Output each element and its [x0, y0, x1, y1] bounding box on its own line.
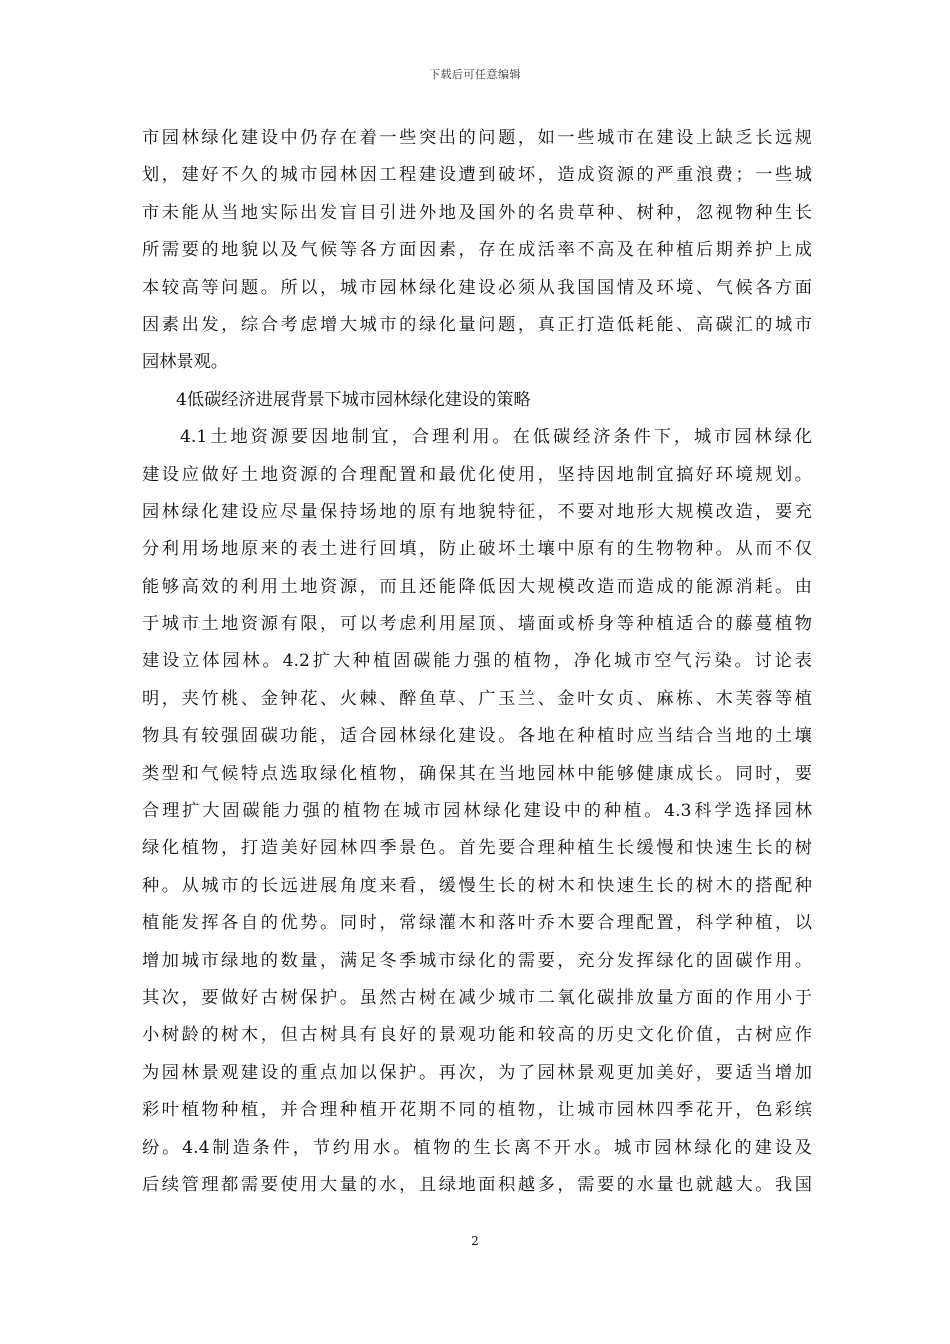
text-line: 市未能从当地实际出发盲目引进外地及国外的名贵草种、树种，忽视物种生长 — [142, 202, 812, 223]
text-line: 植能发挥各自的优势。同时，常绿灌木和落叶乔木要合理配置，科学种植，以 — [142, 913, 812, 934]
text-line: 建设立体园林。4.2扩大种植固碳能力强的植物，净化城市空气污染。讨论表 — [142, 651, 812, 672]
text-line: 明，夹竹桃、金钟花、火棘、醉鱼草、广玉兰、金叶女贞、麻栋、木芙蓉等植 — [142, 688, 812, 709]
text-line: 4.1土地资源要因地制宜，合理利用。在低碳经济条件下，城市园林绿化 — [180, 427, 812, 448]
text-line: 纷。4.4制造条件，节约用水。植物的生长离不开水。城市园林绿化的建设及 — [142, 1137, 812, 1158]
text-line: 合理扩大固碳能力强的植物在城市园林绿化建设中的种植。4.3科学选择园林 — [142, 801, 812, 822]
page-header: 下载后可任意编辑 — [429, 68, 521, 81]
text-line: 于城市土地资源有限，可以考虑利用屋顶、墙面或桥身等种植适合的藤蔓植物 — [142, 614, 812, 635]
text-line: 园林景观。 — [142, 352, 228, 373]
text-line: 能够高效的利用土地资源，而且还能降低因大规模改造而造成的能源消耗。由 — [142, 576, 812, 597]
text-line: 为园林景观建设的重点加以保护。再次，为了园林景观更加美好，要适当增加 — [142, 1062, 812, 1083]
text-line: 建设应做好土地资源的合理配置和最优化使用，坚持因地制宜搞好环境规划。 — [142, 464, 812, 485]
text-line: 园林绿化建设应尽量保持场地的原有地貌特征，不要对地形大规模改造，要充 — [142, 501, 812, 522]
text-line: 彩叶植物种植，并合理种植开花期不同的植物，让城市园林四季花开，色彩缤 — [142, 1100, 812, 1121]
section-heading: 4低碳经济进展背景下城市园林绿化建设的策略 — [176, 389, 531, 410]
document-body — [142, 120, 812, 1204]
text-line: 增加城市绿地的数量，满足冬季城市绿化的需要，充分发挥绿化的固碳作用。 — [142, 950, 812, 971]
text-line: 绿化植物，打造美好园林四季景色。首先要合理种植生长缓慢和快速生长的树 — [142, 838, 812, 859]
text-line: 后续管理都需要使用大量的水，且绿地面积越多，需要的水量也就越大。我国 — [142, 1174, 812, 1195]
text-line: 划，建好不久的城市园林因工程建设遭到破坏，造成资源的严重浪费；一些城 — [142, 165, 812, 186]
text-line: 本较高等问题。所以，城市园林绿化建设必须从我国国情及环境、气候各方面 — [142, 277, 812, 298]
text-line: 市园林绿化建设中仍存在着一些突出的问题，如一些城市在建设上缺乏长远规 — [142, 128, 812, 148]
text-line: 分利用场地原来的表土进行回填，防止破坏土壤中原有的生物物种。从而不仅 — [142, 539, 812, 560]
text-line: 其次，要做好古树保护。虽然古树在减少城市二氧化碳排放量方面的作用小于 — [142, 987, 812, 1008]
text-line: 小树龄的树木，但古树具有良好的景观功能和较高的历史文化价值，古树应作 — [142, 1025, 812, 1046]
text-line: 类型和气候特点选取绿化植物，确保其在当地园林中能够健康成长。同时，要 — [142, 763, 812, 784]
page-number: 2 — [471, 1234, 479, 1248]
text-line: 种。从城市的长远进展角度来看，缓慢生长的树木和快速生长的树木的搭配种 — [142, 875, 812, 896]
text-line: 因素出发，综合考虑增大城市的绿化量问题，真正打造低耗能、高碳汇的城市 — [142, 314, 812, 335]
text-line: 所需要的地貌以及气候等各方面因素，存在成活率不高及在种植后期养护上成 — [142, 240, 812, 261]
text-line: 物具有较强固碳功能，适合园林绿化建设。各地在种植时应当结合当地的土壤 — [142, 726, 812, 747]
